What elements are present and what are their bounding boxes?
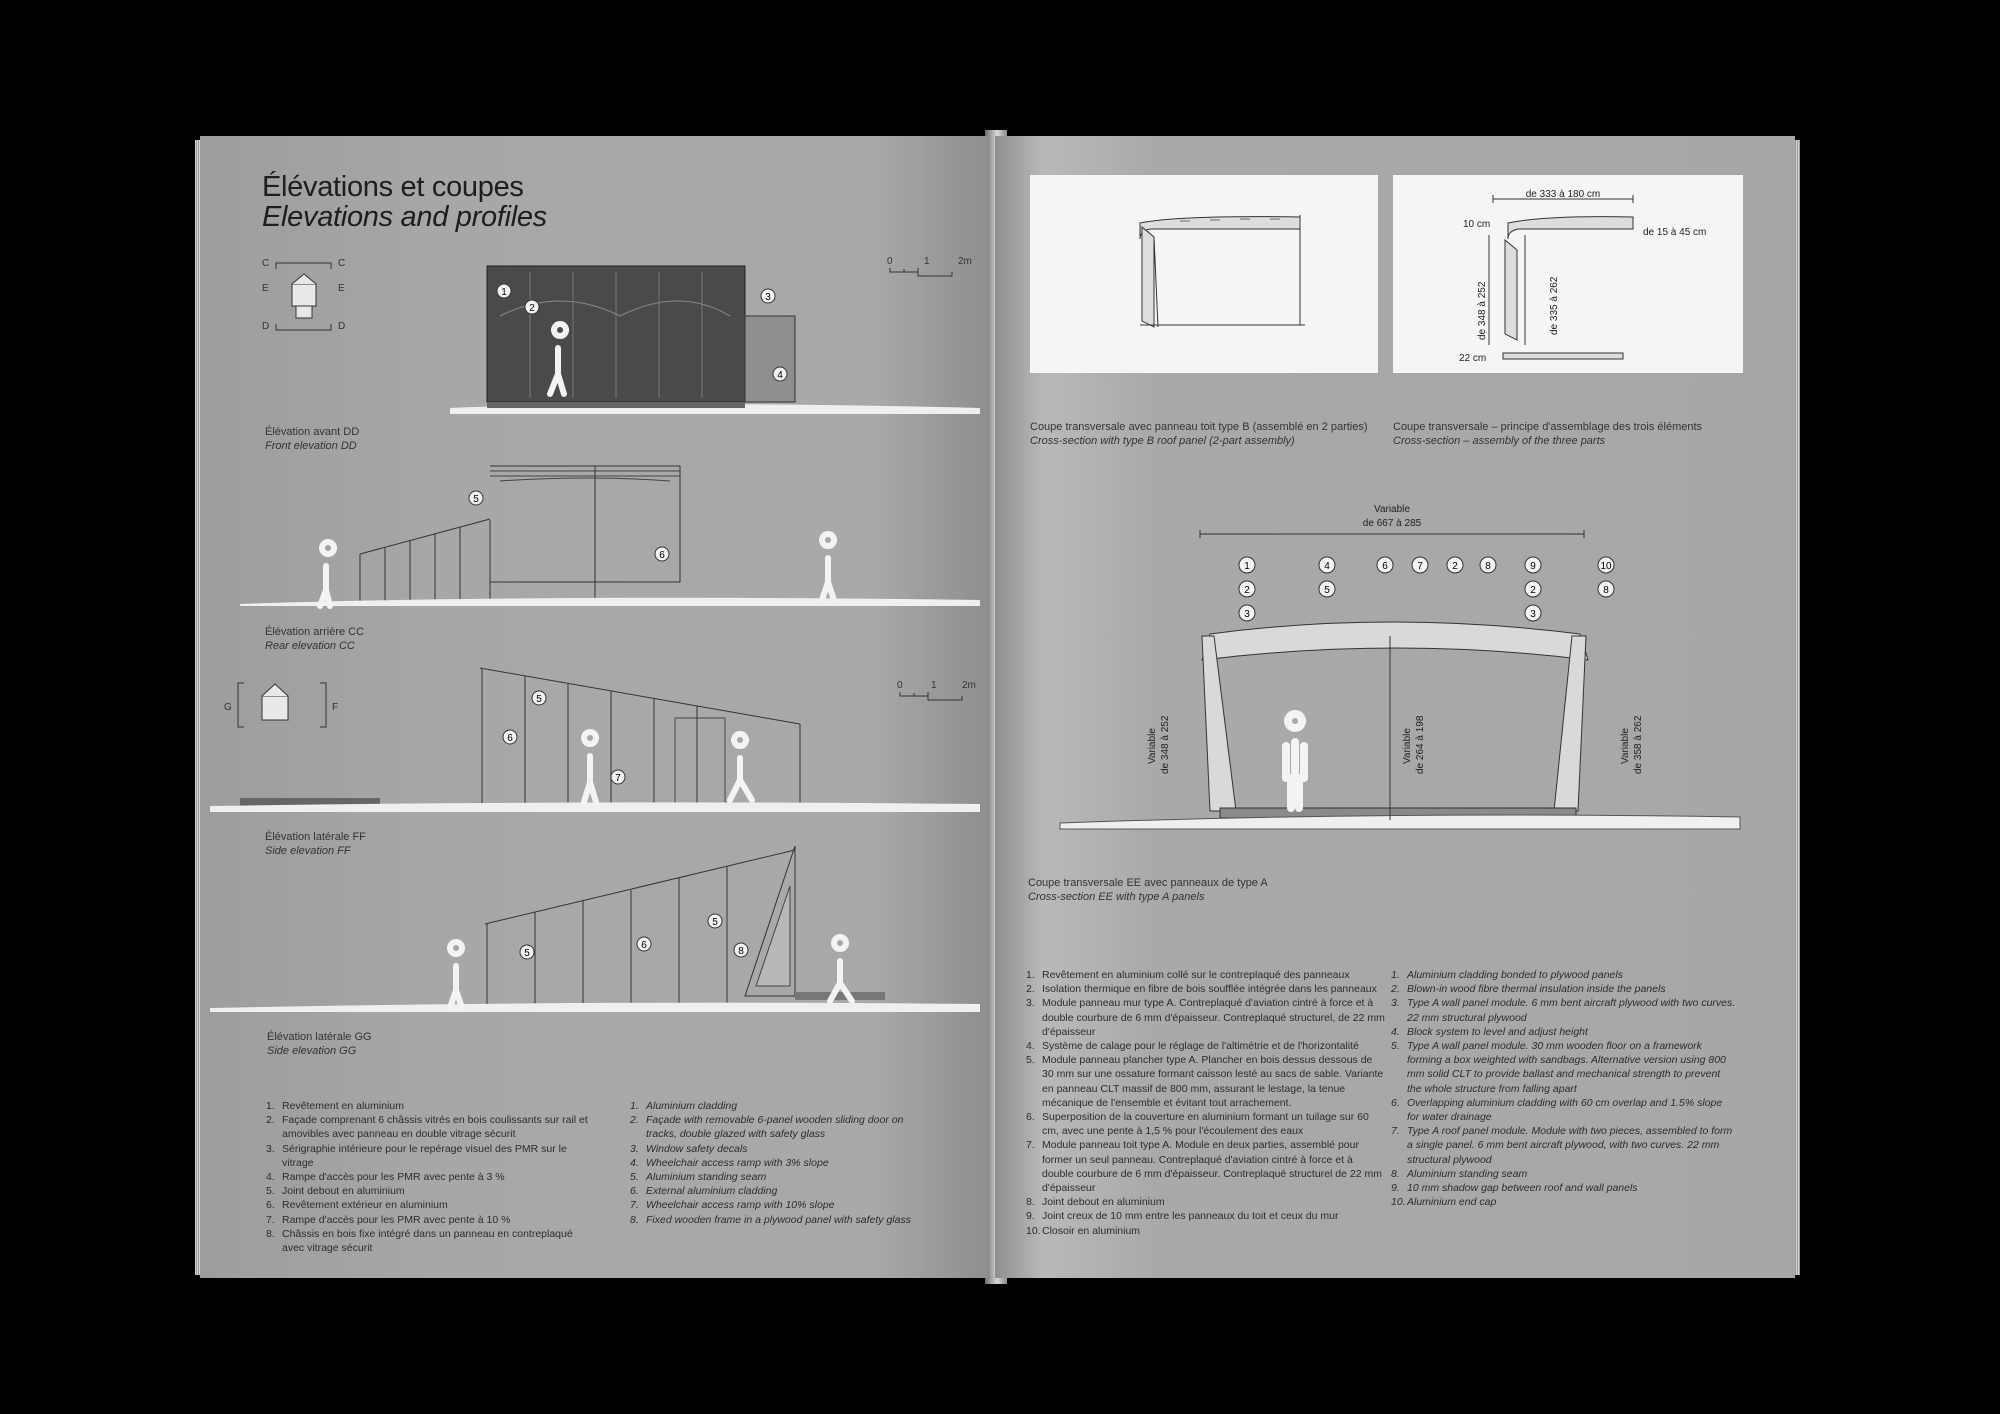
caption-fr: Élévation avant DD [265,426,360,438]
caption-section-b [1030,420,1378,448]
list-item: 4. Rampe d'accès pour les PMR avec pente à 3 % [266,1171,505,1184]
caption-rear-elevation [265,625,364,653]
scale2-1: 1 [931,680,937,691]
callout [708,914,722,928]
callout-text: 5 [712,917,718,928]
callout-text: 6 [659,550,665,561]
list-item: 5. Type A wall panel module. 30 mm wooden floor on a framework forming a box weighted with sandbags. Alternative version using 800 mm solid CLT to provide ballast and mechanical strength to prevent the whole structure from falling apart [1391,1040,1726,1095]
callout [1598,581,1614,597]
caption-side-elevation-gg [267,1030,372,1058]
right-dim-label: Variable [1620,728,1631,764]
rear-elevation-drawing [240,466,980,606]
list-item: 6. Overlapping aluminium cladding with 60 cm overlap and 1.5% slope for water drainage [1391,1096,1723,1124]
list-item: 7. Type A roof panel module. Module with two pieces, assembled to form a single panel. 6 mm bent aircraft plywood, with two curves. 22 mm structural plywood [1391,1125,1733,1166]
legend-right-en [1391,968,1736,1209]
mid-dim-label: Variable [1402,728,1413,764]
list-item: 6. External aluminium cladding [630,1185,778,1198]
callout-text: 2 [1452,561,1458,572]
callout [761,289,775,303]
callout-text: 2 [1244,585,1250,596]
caption-section-assembly [1393,420,1743,448]
list-item: 8. Fixed wooden frame in a plywood panel with safety glass [630,1213,911,1226]
list-item: 5. Module panneau plancher type A. Plancher en bois dessus dessous de 30 mm sur une ossature formant caisson lesté au sacs de sable. Variante en panneau CLT massif de 800 mm, assurant le lestage, la tenue mécanique de l'ensemble et évitant tout arrachement. [1026,1054,1384,1109]
callout [1480,557,1496,573]
section-panel-b [1030,175,1378,373]
list-item: 5. Joint debout en aluminium [266,1185,405,1198]
list-item: 9. Joint creux de 10 mm entre les panneaux du toit et ceux du mur [1026,1210,1339,1223]
callout [1239,581,1255,597]
mid-dim-range: de 264 à 198 [1415,715,1426,774]
scale2-2: 2m [962,680,976,691]
callout-text: 4 [777,370,783,381]
legend-left-fr [266,1099,596,1255]
callout-text: 3 [765,292,771,303]
callout [1377,557,1393,573]
callout-text: 2 [529,303,535,314]
list-item: 5. Aluminium standing seam [630,1171,767,1184]
section-panel-assembly [1393,175,1743,373]
scale2-0: 0 [897,680,903,691]
list-item: 8. Châssis en bois fixe intégré dans un panneau en contreplaqué avec vitrage sécurit [266,1227,573,1255]
callout-text: 8 [738,946,744,957]
key1-d-left: D [262,321,270,332]
list-item: 1. Revêtement en aluminium [266,1100,404,1112]
callout [1319,557,1335,573]
callout-text: 5 [524,948,530,959]
callout-text: 5 [536,694,542,705]
callout [497,284,511,298]
left-dim-label: Variable [1147,728,1158,764]
caption-en: Cross-section – assembly of the three parts [1393,435,1606,447]
dim-h1: de 348 à 252 [1477,281,1488,340]
section-b-drawing [1030,175,1378,373]
key1-d-right: D [338,321,346,332]
callout [773,367,787,381]
dim-right: de 15 à 45 cm [1643,227,1707,238]
callout [1525,557,1541,573]
callout-text: 2 [1530,585,1536,596]
callout [637,937,651,951]
scale-2: 2m [958,256,972,267]
legend-right-fr [1026,968,1386,1238]
list-item: 3. Module panneau mur type A. Contreplaqué d'aviation cintré à force et à double courbure de 6 mm d'épaisseur. Contreplaqué structurel, de 22 mm d'épaisseur [1026,997,1385,1038]
callout [1412,557,1428,573]
callout-text: 1 [1244,561,1250,572]
scale-bar-2 [897,680,976,700]
callouts-section-ee [1239,557,1614,621]
callout-text: 8 [1603,585,1609,596]
callout-text: 10 [1600,561,1612,572]
callout-text: 7 [1417,561,1423,572]
callout-text: 7 [615,773,621,784]
key-plan-2 [224,683,338,727]
callout-text: 1 [501,287,507,298]
callout-text: 5 [1324,585,1330,596]
callout [525,300,539,314]
key2-f: F [332,702,339,713]
scale-0: 0 [887,256,893,267]
callout-text: 6 [507,733,513,744]
width-range: de 667 à 285 [1362,518,1422,529]
list-item: 2. Façade comprenant 6 châssis vitrés en bois coulissants sur rail et amovibles avec panneau en double vitrage sécurit [266,1114,588,1141]
callout [734,943,748,957]
caption-fr: Coupe transversale EE avec panneaux de type A [1028,877,1268,889]
list-item: 8. Joint debout en aluminium [1026,1196,1165,1209]
callout-text: 6 [1382,561,1388,572]
callout-text: 3 [1244,609,1250,620]
title-en: Elevations and profiles [262,201,547,233]
key1-e-right: E [338,283,345,294]
assembly-drawing [1393,175,1743,373]
callout [655,547,669,561]
list-item: 7. Rampe d'accès pour les PMR avec pente à 10 % [266,1213,511,1226]
dim-top: de 333 à 180 cm [1525,189,1601,200]
key-plan-1 [262,258,345,332]
caption-en: Front elevation DD [265,440,357,452]
list-item: 10. Aluminium end cap [1391,1196,1497,1209]
list-item: 1. Aluminium cladding bonded to plywood panels [1391,969,1623,981]
scale-1: 1 [924,256,930,267]
key1-c-right: C [338,258,346,269]
dim-h2: de 335 à 262 [1549,276,1560,335]
callout-text: 4 [1324,561,1330,572]
caption-en: Side elevation GG [267,1045,357,1057]
callout-text: 3 [1530,609,1536,620]
dim-bottom: 22 cm [1459,353,1487,364]
caption-front-elevation [265,425,359,453]
caption-en: Rear elevation CC [265,640,355,652]
list-item: 1. Revêtement en aluminium collé sur le contreplaqué des panneaux [1026,969,1350,981]
section-ee-drawing [1000,490,1790,870]
caption-section-ee [1028,876,1268,904]
callout [1447,557,1463,573]
legend-left-en [630,1099,930,1227]
list-item: 8. Aluminium standing seam [1391,1167,1528,1180]
caption-fr: Coupe transversale avec panneau toit type B (assemblé en 2 parties) [1030,421,1368,433]
list-item: 2. Isolation thermique en fibre de bois soufflée intégrée dans les panneaux [1026,983,1377,996]
list-item: 4. Wheelchair access ramp with 3% slope [630,1156,829,1169]
callout-text: 6 [641,940,647,951]
list-item: 4. Block system to level and adjust height [1391,1025,1588,1038]
callout [520,945,534,959]
key2-g: G [224,702,232,713]
list-item: 7. Module panneau toit type A. Module en deux parties, assemblé pour former un seul panneau. Contreplaqué d'aviation cintré à force et à double courbure de 6 mm d'épaisseur. Contreplaqué structurel de 22 mm d'épaisseur [1026,1139,1382,1195]
list-item: 4. Système de calage pour le réglage de l'altimétrie et de l'horizontalité [1026,1040,1359,1053]
list-item: 3. Sérigraphie intérieure pour le repérage visuel des PMR sur le vitrage [266,1142,567,1169]
width-label: Variable [1374,504,1410,515]
callout [469,491,483,505]
callout [611,770,625,784]
caption-fr: Coupe transversale – principe d'assemblage des trois éléments [1393,421,1703,433]
key1-e-left: E [262,283,269,294]
callout [532,691,546,705]
side-elevation-gg-drawing [210,846,980,1012]
caption-fr: Élévation latérale GG [267,1031,372,1043]
caption-fr: Élévation latérale FF [265,831,366,843]
callout [503,730,517,744]
left-dim-range: de 348 à 252 [1160,715,1171,774]
list-item: 3. Window safety decals [630,1142,748,1155]
list-item: 10. Closoir en aluminium [1026,1224,1141,1237]
list-item: 1. Aluminium cladding [630,1100,738,1112]
callout [1525,605,1541,621]
caption-en: Side elevation FF [265,845,351,857]
callout-text: 8 [1485,561,1491,572]
callout [1239,557,1255,573]
caption-fr: Élévation arrière CC [265,626,365,638]
list-item: 2. Façade with removable 6-panel wooden sliding door on tracks, double glazed with safety glass [630,1114,904,1141]
callout [1525,581,1541,597]
callout [1319,581,1335,597]
list-item: 6. Revêtement extérieur en aluminium [266,1199,448,1212]
callout [1598,557,1614,573]
callout-text: 5 [473,494,479,505]
callout [1239,605,1255,621]
caption-en: Cross-section with type B roof panel (2-part assembly) [1030,435,1295,447]
caption-en: Cross-section EE with type A panels [1028,891,1205,903]
right-dim-range: de 358 à 262 [1633,715,1644,774]
key1-c-left: C [262,258,270,269]
callout-text: 9 [1530,561,1536,572]
front-elevation-drawing [450,266,980,414]
list-item: 3. Type A wall panel module. 6 mm bent aircraft plywood with two curves. 22 mm structural plywood [1391,997,1736,1024]
dim-left: 10 cm [1463,219,1491,230]
list-item: 9. 10 mm shadow gap between roof and wall panels [1391,1182,1638,1195]
list-item: 6. Superposition de la couverture en aluminium formant un tuilage sur 60 cm, avec une pente à 1,5 % pour l'écoulement des eaux [1026,1111,1369,1138]
scale-bar-1 [887,256,972,276]
list-item: 7. Wheelchair access ramp with 10% slope [630,1199,835,1212]
list-item: 2. Blown-in wood fibre thermal insulation inside the panels [1391,983,1666,996]
title-fr: Élévations et coupes [262,171,524,203]
caption-side-elevation-ff [265,830,366,858]
